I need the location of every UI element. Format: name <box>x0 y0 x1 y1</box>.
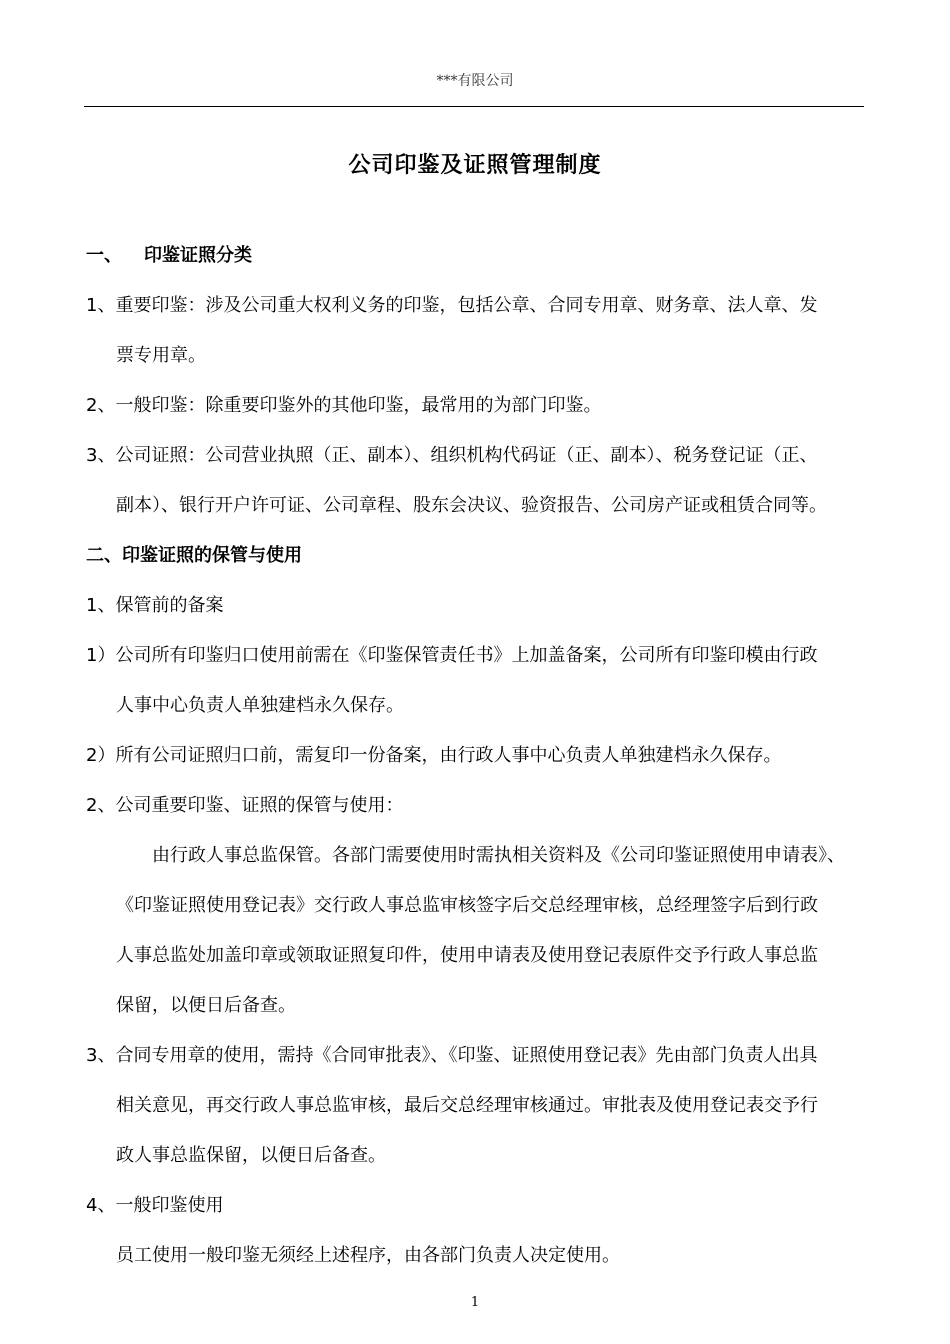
section-1-heading-number: 一、 <box>86 245 122 266</box>
page-number: 1 <box>470 1295 480 1310</box>
page-header: ***有限公司 <box>436 73 514 89</box>
section-2-item-1a-line-2: 人事中心负责人单独建档永久保存。 <box>116 695 404 716</box>
section-2-item-1: 1、保管前的备案 <box>86 595 224 616</box>
section-2-item-4-body: 员工使用一般印鉴无须经上述程序，由各部门负责人决定使用。 <box>116 1245 620 1266</box>
section-2-item-1b: 2）所有公司证照归口前，需复印一份备案，由行政人事中心负责人单独建档永久保存。 <box>86 745 782 766</box>
section-2-item-2-body-line-1: 由行政人事总监保管。各部门需要使用时需执相关资料及《公司印鉴证照使用申请表》、 <box>152 845 845 866</box>
document-title: 公司印鉴及证照管理制度 <box>348 153 602 178</box>
section-1-item-1-line-2: 票专用章。 <box>116 345 206 366</box>
section-2-item-2: 2、公司重要印鉴、证照的保管与使用： <box>86 795 404 816</box>
section-2-heading: 二、印鉴证照的保管与使用 <box>86 545 302 566</box>
section-2-item-2-body-line-3: 人事总监处加盖印章或领取证照复印件，使用申请表及使用登记表原件交予行政人事总监 <box>116 945 818 966</box>
header-rule <box>84 106 864 107</box>
section-1-heading: 印鉴证照分类 <box>144 245 252 266</box>
section-2-item-3-line-2: 相关意见，再交行政人事总监审核，最后交总经理审核通过。审批表及使用登记表交予行 <box>116 1095 818 1116</box>
section-2-item-2-body-line-4: 保留，以便日后备查。 <box>116 995 296 1016</box>
section-1-item-2: 2、一般印鉴：除重要印鉴外的其他印鉴，最常用的为部门印鉴。 <box>86 395 602 416</box>
section-1-item-3-line-1: 3、公司证照：公司营业执照（正、副本）、组织机构代码证（正、副本）、税务登记证（正、 <box>86 445 818 466</box>
section-2-item-3-line-1: 3、合同专用章的使用，需持《合同审批表》、《印鉴、证照使用登记表》先由部门负责人出具 <box>86 1045 818 1066</box>
section-1-item-3-line-2: 副本）、银行开户许可证、公司章程、股东会决议、验资报告、公司房产证或租赁合同等。 <box>116 495 827 516</box>
section-2-item-1a-line-1: 1）公司所有印鉴归口使用前需在《印鉴保管责任书》上加盖备案，公司所有印鉴印模由行政 <box>86 645 818 666</box>
section-2-item-2-body-line-2: 《印鉴证照使用登记表》交行政人事总监审核签字后交总经理审核，总经理签字后到行政 <box>116 895 818 916</box>
section-2-item-4: 4、一般印鉴使用 <box>86 1195 224 1216</box>
section-1-item-1-line-1: 1、重要印鉴：涉及公司重大权利义务的印鉴，包括公章、合同专用章、财务章、法人章、发 <box>86 295 818 316</box>
section-2-item-3-line-3: 政人事总监保留，以便日后备查。 <box>116 1145 386 1166</box>
